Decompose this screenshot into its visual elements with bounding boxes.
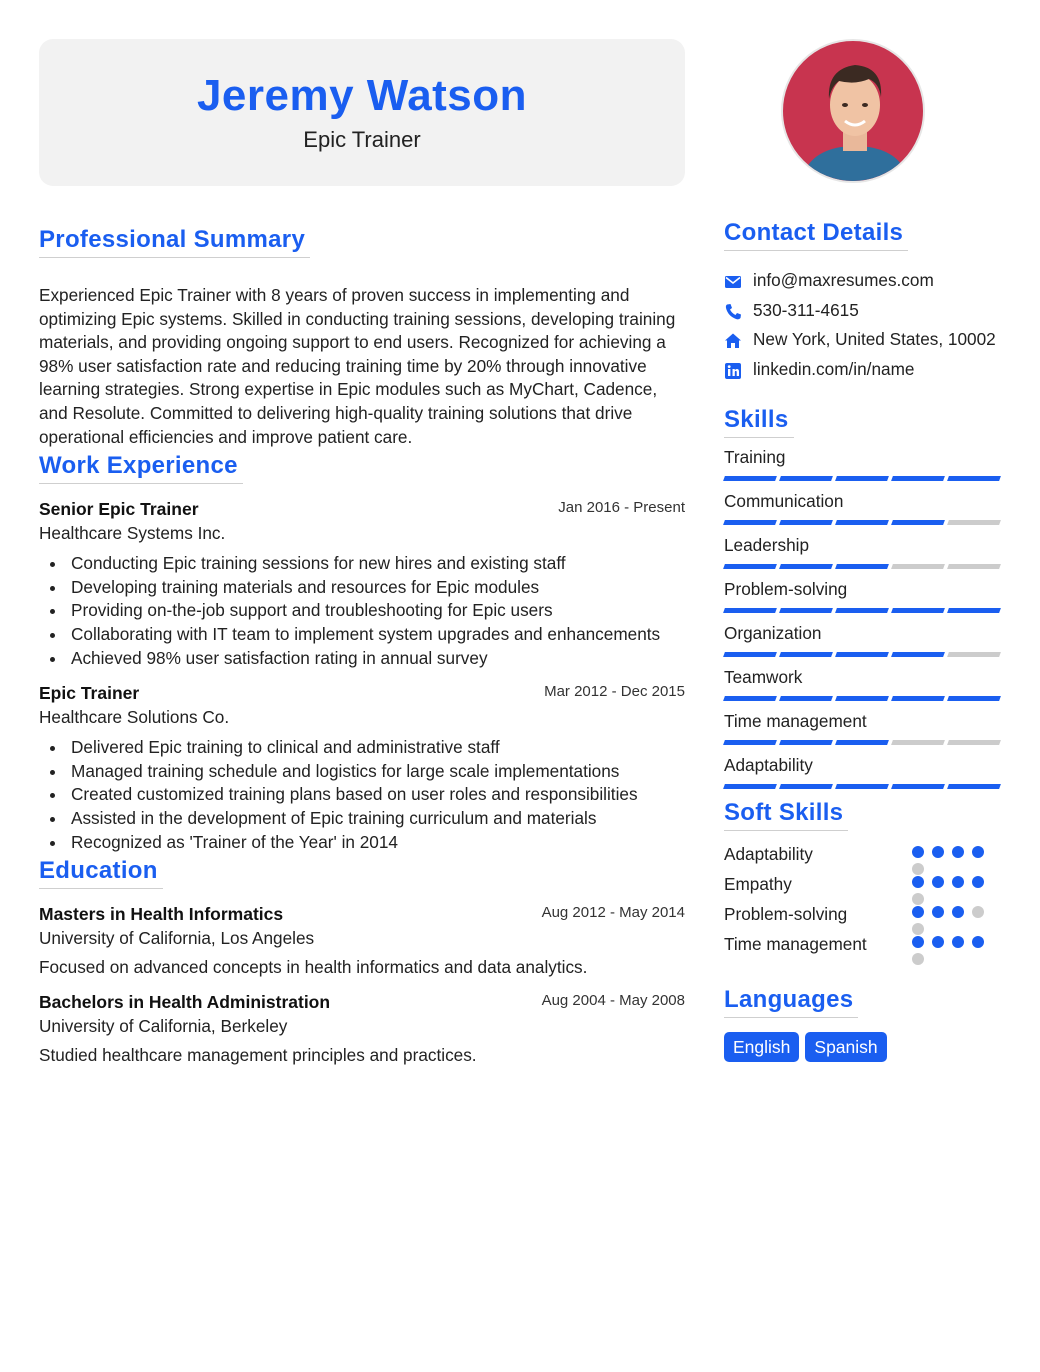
list-item: Created customized training plans based on user roles and responsibilities xyxy=(39,783,685,807)
work-heading: Work Experience xyxy=(39,452,243,484)
education-entry xyxy=(39,992,685,1066)
skill-level-bar xyxy=(724,784,1002,789)
skill-label: Leadership xyxy=(724,535,810,556)
soft-skill-label: Problem-solving xyxy=(724,904,848,925)
phone-icon xyxy=(724,303,742,321)
phone-text: 530-311-4615 xyxy=(753,299,859,320)
email-text: info@maxresumes.com xyxy=(753,270,934,290)
skill-level-segment xyxy=(723,476,777,481)
skill-level-segment xyxy=(723,696,777,701)
skill-level-bar xyxy=(724,520,1002,525)
job-date: Jan 2016 - Present xyxy=(558,499,685,517)
job-title: Senior Epic Trainer xyxy=(39,499,199,520)
skills-list xyxy=(724,446,1002,789)
skill-level-bar xyxy=(724,608,1002,613)
summary-text: Experienced Epic Trainer with 8 years of proven success in implementing and optimizing Epic systems. Skilled in conducting training sessions, developing training materials, and providing ongoing support to end users. Recognized for achieving a 98% user satisfaction rate and reducing training time by 20% through innovative learning strategies. Strong expertise in Epic modules such as MyChart, Cadence, and Resolute. Committed to delivering high-quality training solutions that drive operational efficiencies and improve patient care. xyxy=(39,285,676,447)
soft-skill-label: Time management xyxy=(724,934,867,955)
soft-skill-item xyxy=(724,903,1002,933)
skill-level-segment xyxy=(779,784,833,789)
linkedin-icon xyxy=(724,362,742,380)
job-title: Epic Trainer xyxy=(39,683,140,704)
skill-level-segment xyxy=(835,564,889,569)
degree-title: Masters in Health Informatics xyxy=(39,904,284,925)
contact-list xyxy=(724,269,1002,381)
skill-level-bar xyxy=(724,476,1002,481)
skill-item xyxy=(724,446,1002,481)
skill-level-segment xyxy=(723,740,777,745)
avatar-portrait xyxy=(783,41,925,183)
work-section xyxy=(39,452,685,854)
skill-level-segment xyxy=(947,564,1001,569)
contact-address xyxy=(724,328,1002,352)
contact-section xyxy=(724,219,1002,381)
skill-level-segment xyxy=(891,476,945,481)
job-company: Healthcare Solutions Co. xyxy=(39,707,230,728)
skill-level-segment xyxy=(891,652,945,657)
skill-level-segment xyxy=(779,696,833,701)
summary-section xyxy=(39,226,685,449)
skill-level-segment xyxy=(723,520,777,525)
skill-level-segment xyxy=(779,652,833,657)
skill-label: Organization xyxy=(724,623,822,644)
skill-level-segment xyxy=(779,520,833,525)
candidate-name: Jeremy Watson xyxy=(196,71,528,120)
contact-phone[interactable] xyxy=(724,299,1002,323)
list-item: Developing training materials and resources for Epic modules xyxy=(39,576,685,600)
skill-level-segment xyxy=(723,608,777,613)
skill-label: Problem-solving xyxy=(724,579,848,600)
skill-level-segment xyxy=(947,696,1001,701)
language-tag: Spanish xyxy=(805,1032,886,1062)
job-bullets xyxy=(39,736,685,854)
soft-skills-list xyxy=(724,843,1002,963)
education-description: Studied healthcare management principles and practices. xyxy=(39,1045,477,1066)
skill-level-segment xyxy=(779,476,833,481)
main-column xyxy=(39,39,685,1066)
skill-level-segment xyxy=(835,784,889,789)
linkedin-text: linkedin.com/in/name xyxy=(753,358,915,379)
candidate-title: Epic Trainer xyxy=(303,127,421,152)
skill-item xyxy=(724,578,1002,613)
skill-level-segment xyxy=(947,784,1001,789)
address-text: New York, United States, 10002 xyxy=(753,329,996,350)
profile-photo xyxy=(781,39,925,183)
skills-section xyxy=(724,406,1002,789)
job-bullets xyxy=(39,552,685,670)
skill-level-segment xyxy=(947,652,1001,657)
soft-skills-heading: Soft Skills xyxy=(724,799,848,831)
skill-level-segment xyxy=(835,652,889,657)
job-entry xyxy=(39,683,685,854)
skill-item xyxy=(724,622,1002,657)
soft-skill-item xyxy=(724,933,1002,963)
home-icon xyxy=(724,332,742,350)
skill-level-segment xyxy=(835,740,889,745)
skill-item xyxy=(724,710,1002,745)
summary-heading: Professional Summary xyxy=(39,226,310,258)
contact-linkedin[interactable] xyxy=(724,358,1002,382)
skill-level-segment xyxy=(947,520,1001,525)
envelope-icon xyxy=(724,273,742,291)
skill-level-segment xyxy=(947,740,1001,745)
list-item: Delivered Epic training to clinical and administrative staff xyxy=(39,736,685,760)
education-date: Aug 2004 - May 2008 xyxy=(541,992,685,1010)
languages-section xyxy=(724,986,1002,1062)
skill-label: Teamwork xyxy=(724,667,803,688)
job-company: Healthcare Systems Inc. xyxy=(39,523,226,544)
contact-heading: Contact Details xyxy=(724,219,908,251)
language-tags xyxy=(724,1032,1002,1062)
skill-level-segment xyxy=(723,564,777,569)
list-item: Recognized as 'Trainer of the Year' in 2014 xyxy=(39,831,685,855)
soft-skills-section xyxy=(724,799,1002,963)
skill-level-segment xyxy=(835,476,889,481)
sidebar-column xyxy=(724,39,1002,1062)
skill-level-segment xyxy=(723,652,777,657)
skill-level-segment xyxy=(891,564,945,569)
skill-level-segment xyxy=(947,476,1001,481)
skill-level-segment xyxy=(835,520,889,525)
education-entry xyxy=(39,904,685,978)
list-item: Managed training schedule and logistics for large scale implementations xyxy=(39,760,685,784)
list-item: Assisted in the development of Epic training curriculum and materials xyxy=(39,807,685,831)
skill-level-bar xyxy=(724,564,1002,569)
skill-level-segment xyxy=(891,696,945,701)
education-date: Aug 2012 - May 2014 xyxy=(541,904,685,922)
language-tag: English xyxy=(724,1032,799,1062)
education-heading: Education xyxy=(39,857,163,889)
skill-level-bar xyxy=(724,652,1002,657)
degree-title: Bachelors in Health Administration xyxy=(39,992,331,1013)
skill-level-segment xyxy=(835,608,889,613)
school-name: University of California, Berkeley xyxy=(39,1016,288,1037)
education-description: Focused on advanced concepts in health informatics and data analytics. xyxy=(39,957,588,978)
skill-level-segment xyxy=(891,784,945,789)
skill-label: Time management xyxy=(724,711,867,732)
list-item: Providing on-the-job support and troubleshooting for Epic users xyxy=(39,599,685,623)
skill-level-segment xyxy=(835,696,889,701)
skills-heading: Skills xyxy=(724,406,794,438)
soft-skill-item xyxy=(724,843,1002,873)
skill-item xyxy=(724,490,1002,525)
skill-level-segment xyxy=(779,564,833,569)
skill-label: Training xyxy=(724,447,786,468)
skill-item xyxy=(724,754,1002,789)
skill-level-segment xyxy=(947,608,1001,613)
skill-level-segment xyxy=(779,608,833,613)
skill-item xyxy=(724,666,1002,701)
soft-skill-item xyxy=(724,873,1002,903)
skill-level-bar xyxy=(724,740,1002,745)
list-item: Achieved 98% user satisfaction rating in annual survey xyxy=(39,647,685,671)
skill-level-segment xyxy=(891,608,945,613)
skill-label: Communication xyxy=(724,491,844,512)
skill-item xyxy=(724,534,1002,569)
soft-skill-label: Adaptability xyxy=(724,844,813,865)
header-card xyxy=(39,39,685,186)
education-section xyxy=(39,857,685,1066)
languages-heading: Languages xyxy=(724,986,858,1018)
contact-email[interactable] xyxy=(724,269,1002,293)
skill-level-segment xyxy=(779,740,833,745)
skill-level-segment xyxy=(891,520,945,525)
job-entry xyxy=(39,499,685,670)
list-item: Conducting Epic training sessions for new hires and existing staff xyxy=(39,552,685,576)
school-name: University of California, Los Angeles xyxy=(39,928,315,949)
skill-level-bar xyxy=(724,696,1002,701)
soft-skill-label: Empathy xyxy=(724,874,792,895)
skill-level-segment xyxy=(891,740,945,745)
list-item: Collaborating with IT team to implement system upgrades and enhancements xyxy=(39,623,685,647)
rating-dot xyxy=(912,953,924,965)
job-date: Mar 2012 - Dec 2015 xyxy=(544,683,685,701)
skill-label: Adaptability xyxy=(724,755,813,776)
skill-level-segment xyxy=(723,784,777,789)
